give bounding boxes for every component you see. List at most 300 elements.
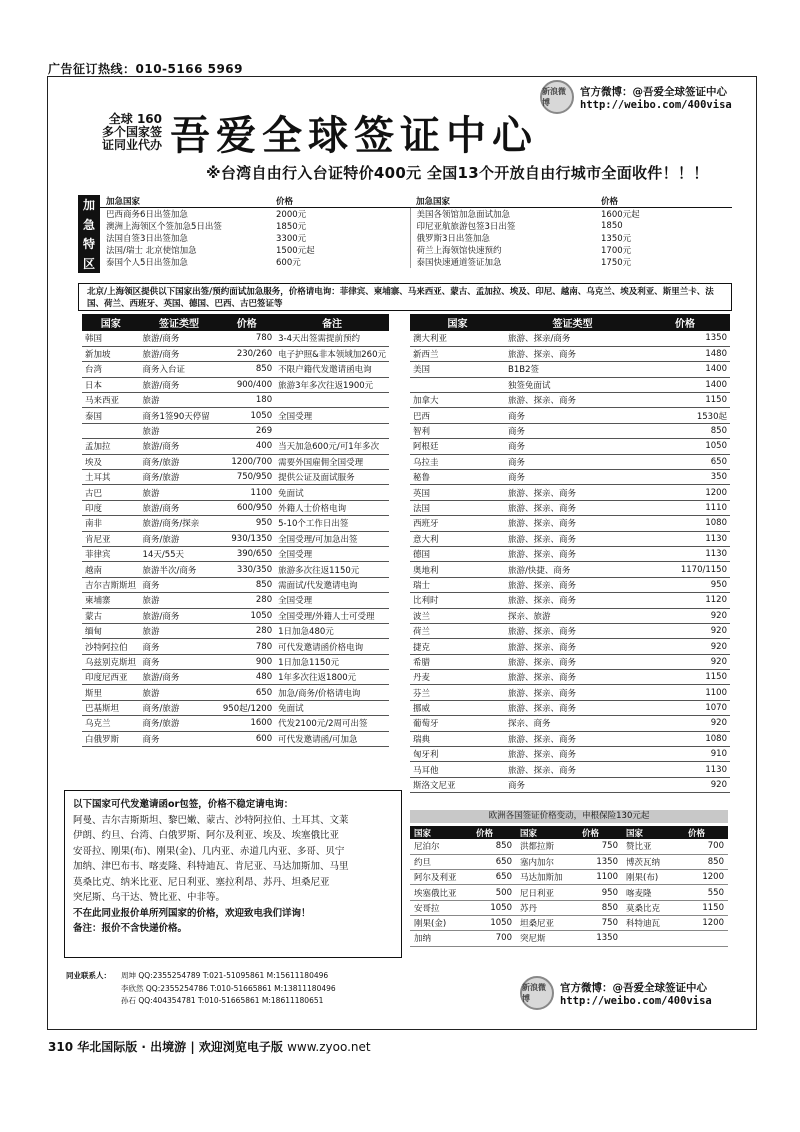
table-cell: 1200/700 [218,454,275,469]
table-cell: 越南 [82,562,140,577]
table-row [100,232,732,244]
table-cell: 旅游/商务 [140,608,219,623]
column-header: 加急国家 [100,195,270,208]
table-row [410,331,730,346]
column-header: 价格 [218,314,275,331]
table-cell: 230/260 [218,346,275,361]
table-cell: 920 [640,777,730,792]
table-cell: 埃及 [82,454,140,469]
table-cell: 秘鲁 [410,470,505,485]
table-row [410,470,730,485]
invitation-line: 突尼斯、乌干达、赞比亚、中非等。 [73,892,226,903]
invitation-box [64,790,402,958]
table-cell: 390/650 [218,546,275,561]
table-row [82,331,389,346]
table-cell [275,393,389,408]
table-cell: 269 [218,423,275,438]
table-cell: 乌兹别克斯坦 [82,654,140,669]
table-cell: 泰国快速通道签证加急 [410,256,595,268]
table-row [100,220,732,232]
column-header: 签证类型 [505,314,640,331]
table-row [410,485,730,500]
table-cell: 旅游、探亲、商务 [505,670,640,685]
table-cell: 1100 [578,870,622,885]
table-cell: 洪都拉斯 [516,839,578,854]
table-row [82,546,389,561]
table-row [410,423,730,438]
table-cell: 550 [684,885,728,900]
table-cell: 180 [218,393,275,408]
column-header: 价格 [684,826,728,839]
table-cell: 旅游、探亲、商务 [505,516,640,531]
table-cell: 提供公证及面试服务 [275,470,389,485]
table-cell: 1130 [640,762,730,777]
table-cell: 旅游多次往返1150元 [275,562,389,577]
table-cell: 350 [640,470,730,485]
table-cell: 旅游/商务 [140,439,219,454]
urgent-side-label [78,195,100,273]
table-cell: 新加坡 [82,346,140,361]
table-row [82,670,389,685]
asia-visa-table [82,314,389,747]
table-cell: 尼日利亚 [516,885,578,900]
table-cell: 马达加斯加 [516,870,578,885]
table-cell: 950 [578,885,622,900]
invitation-heading: 以下国家可代发邀请函or包签，价格不稳定请电询： [73,799,294,810]
tagline-line: 多个国家签 [101,125,162,139]
table-cell: 旅游3年多次往返1900元 [275,377,389,392]
table-cell: 商务 [505,439,640,454]
column-header: 国家 [516,826,578,839]
table-row [410,870,728,885]
table-cell: 14天/55天 [140,546,219,561]
table-cell: 智利 [410,423,505,438]
table-cell: 泰国 [82,408,140,423]
table-row [100,208,732,221]
table-cell: 1500元起 [276,246,315,256]
table-cell: 瑞士 [410,577,505,592]
invitation-line: 加纳、津巴布韦、喀麦隆、科特迪瓦、肯尼亚、马达加斯加、马里 [73,861,349,872]
table-row [410,362,730,377]
column-header: 价格 [640,314,730,331]
table-cell: 650 [640,454,730,469]
table-cell: 旅游/商务 [140,331,219,346]
table-cell [410,377,505,392]
table-row [410,670,730,685]
table-cell: 1150 [640,393,730,408]
table-row [82,639,389,654]
table-row [82,731,389,746]
weibo-badge-top [540,80,732,114]
table-row [82,423,389,438]
tagline-line: 全球 160 [108,112,162,126]
table-cell: 商务 [505,423,640,438]
table-row [410,900,728,915]
table-row [410,747,730,762]
table-cell: 阿根廷 [410,439,505,454]
table-cell: 280 [218,593,275,608]
table-row [410,854,728,869]
table-cell: 920 [640,716,730,731]
table-row [82,408,389,423]
table-cell: 700 [684,839,728,854]
table-cell: 商务/旅游 [140,700,219,715]
table-row [410,562,730,577]
table-cell: 1170/1150 [640,562,730,577]
table-cell: 1100 [218,485,275,500]
table-cell: 2000元 [276,210,307,220]
table-cell: 1480 [640,346,730,361]
table-cell: 电子护照&非本领域加260元 [275,346,389,361]
table-cell: 旅游、探亲、商务 [505,500,640,515]
table-row [82,500,389,515]
weibo-handle: @吾爱全球签证中心 [612,981,707,994]
table-row [410,685,730,700]
table-cell: 5-10个工作日出签 [275,516,389,531]
table-row [410,731,730,746]
table-cell: 科特迪瓦 [622,915,684,930]
table-cell: 920 [640,608,730,623]
table-cell: 西班牙 [410,516,505,531]
table-cell: 斯里 [82,685,140,700]
table-cell: 1080 [640,516,730,531]
table-cell [275,423,389,438]
table-cell: 印度 [82,500,140,515]
table-row [410,439,730,454]
table-cell: 法国自签3日出签加急 [106,234,188,244]
table-cell: 旅游、探亲、商务 [505,546,640,561]
invitation-note: 不在此同业报价单所列国家的价格，欢迎致电我们详询！ [73,907,311,919]
table-cell: 1130 [640,546,730,561]
table-row [410,885,728,900]
table-cell: 新西兰 [410,346,505,361]
table-cell: 商务/旅游 [140,531,219,546]
invitation-line: 伊朗、约旦、台湾、白俄罗斯、阿尔及利亚、埃及、埃塞俄比亚 [73,830,340,841]
table-cell: 650 [472,870,516,885]
table-cell: 商务 [505,454,640,469]
table-cell: 1050 [472,900,516,915]
table-cell: 850 [578,900,622,915]
table-cell: 肯尼亚 [82,531,140,546]
table-cell: 法国 [410,500,505,515]
table-cell: 1130 [640,531,730,546]
table-row [82,362,389,377]
table-cell: 1750元 [601,258,632,268]
table-cell: 1070 [640,700,730,715]
table-cell: 700 [472,931,516,946]
table-cell: 1110 [640,500,730,515]
table-cell: 商务/旅游 [140,470,219,485]
column-header: 国家 [622,826,684,839]
table-cell: 旅游、探亲、商务 [505,700,640,715]
table-cell: 旅游/商务 [140,377,219,392]
table-cell: 850 [640,423,730,438]
table-cell: 旅游、探亲、商务 [505,593,640,608]
table-cell: 全国受理/外籍人士可受理 [275,608,389,623]
table-row [410,516,730,531]
table-cell: 澳洲上海领区个签加急5日出签 [106,222,222,232]
table-cell: 旅游 [140,623,219,638]
table-cell: 旅游/商务 [140,670,219,685]
table-row [410,454,730,469]
table-cell: 需要外国雇佣全国受理 [275,454,389,469]
table-cell: B1B2签 [505,362,640,377]
column-header: 国家 [410,314,505,331]
table-row [410,716,730,731]
column-header: 价格 [270,195,410,208]
column-header: 签证类型 [140,314,219,331]
table-cell: 法国/瑞士 北京使馆加急 [106,246,197,256]
invitation-line: 阿曼、吉尔吉斯斯坦、黎巴嫩、蒙古、沙特阿拉伯、土耳其、文莱 [73,814,349,826]
table-row [410,608,730,623]
table-cell: 丹麦 [410,670,505,685]
table-cell: 德国 [410,546,505,561]
table-cell: 商务 [140,577,219,592]
table-cell: 旅游、探亲、商务 [505,654,640,669]
table-row [100,256,732,268]
weibo-url[interactable]: http://weibo.com/400visa [560,994,712,1007]
table-cell: 旅游/商务/探亲 [140,516,219,531]
table-cell: 旅游、探亲、商务 [505,623,640,638]
urgent-table [100,195,732,268]
table-row [82,593,389,608]
contact-line: 周坤 QQ:2355254789 T:021-51095861 M:15611180496 [121,971,329,980]
table-cell: 蒙古 [82,608,140,623]
table-cell: 850 [218,362,275,377]
table-cell: 920 [640,623,730,638]
table-row [82,516,389,531]
table-cell: 商务 [505,470,640,485]
table-cell: 刚果(布) [622,870,684,885]
table-cell: 旅游、探亲、商务 [505,762,640,777]
table-row [410,408,730,423]
table-cell: 奥地利 [410,562,505,577]
table-cell [82,423,140,438]
table-cell: 旅游、探亲、商务 [505,531,640,546]
side-char: 特 [82,237,95,252]
table-row [82,439,389,454]
table-cell: 1050 [218,408,275,423]
footer-url[interactable]: www.zyoo.net [287,1040,371,1054]
footer-text: 310 华北国际版 · 出境游 | 欢迎浏览电子版 [48,1040,283,1054]
table-row [82,470,389,485]
header-row [410,314,730,331]
table-row [82,346,389,361]
table-cell: 950 [218,516,275,531]
table-cell: 突尼斯 [516,931,578,946]
table-cell: 1050 [218,608,275,623]
table-cell: 1200 [684,915,728,930]
service-notice: 北京/上海领区提供以下国家出签/预约面试加急服务，价格请电询：菲律宾、柬埔寨、马来西亚、蒙古、孟加拉、埃及、印尼、越南、乌克兰、埃及利亚、斯里兰卡、法国、荷兰、西班牙、英国、德国、巴西、古巴签证等 [78,283,732,311]
table-row [410,346,730,361]
table-cell: 910 [640,747,730,762]
table-row [82,623,389,638]
contacts-label: 同业联系人： [66,971,111,980]
table-cell: 1850元 [276,222,307,232]
table-cell: 吉尔吉斯斯坦 [82,577,140,592]
table-cell: 代发2100元/2周可出签 [275,716,389,731]
table-cell: 旅游 [140,393,219,408]
table-cell: 旅游、探亲、商务 [505,747,640,762]
table-cell: 埃塞俄比亚 [410,885,472,900]
table-row [410,500,730,515]
table-cell: 3300元 [276,234,307,244]
table-cell: 意大利 [410,531,505,546]
table-cell: 600 [218,731,275,746]
table-cell: 捷克 [410,639,505,654]
table-cell: 1050 [472,915,516,930]
table-cell: 荷兰 [410,623,505,638]
table-row [100,244,732,256]
table-cell: 博茨瓦纳 [622,854,684,869]
table-cell: 加纳 [410,931,472,946]
table-cell: 280 [218,623,275,638]
table-row [410,931,728,946]
tagline-line: 证同业代办 [101,138,162,152]
table-cell: 莫桑比克 [622,900,684,915]
invitation-remark: 备注：报价不含快递价格。 [73,923,188,934]
table-cell: 泰国个人5日出签加急 [106,258,188,268]
table-cell: 商务 [140,731,219,746]
table-cell: 沙特阿拉伯 [82,639,140,654]
table-cell: 900 [218,654,275,669]
header-row [410,826,728,839]
table-cell: 探亲、商务 [505,716,640,731]
table-cell: 1050 [640,439,730,454]
table-cell: 3-4天出签需提前预约 [275,331,389,346]
table-cell: 旅游/快捷、商务 [505,562,640,577]
table-cell: 美国各领馆加急面试加急 [410,208,595,221]
table-row [82,654,389,669]
table-cell: 920 [640,639,730,654]
table-cell: 免面试 [275,700,389,715]
table-cell: 1日加急1150元 [275,654,389,669]
table-cell: 全国受理 [275,408,389,423]
table-cell: 印尼亚航旅游包签3日出签 [410,220,595,232]
table-cell: 孟加拉 [82,439,140,454]
table-row [82,562,389,577]
table-cell: 旅游 [140,423,219,438]
table-cell: 商务入台证 [140,362,219,377]
table-cell: 加急/商务/价格请电询 [275,685,389,700]
table-cell: 台湾 [82,362,140,377]
table-cell: 加拿大 [410,393,505,408]
table-row [82,454,389,469]
table-cell: 1850 [601,221,623,231]
table-cell: 免面试 [275,485,389,500]
table-cell: 独签免面试 [505,377,640,392]
table-cell: 旅游 [140,685,219,700]
page-footer [48,1038,371,1055]
table-row [82,485,389,500]
table-cell: 菲律宾 [82,546,140,561]
table-cell: 1年多次往返1800元 [275,670,389,685]
table-cell: 荷兰上海领馆快速预约 [410,244,595,256]
table-row [410,623,730,638]
table-cell: 1400 [640,377,730,392]
table-cell: 1350 [578,931,622,946]
weibo-label: 官方微博： [560,981,613,994]
table-cell: 1120 [640,593,730,608]
table-row [410,577,730,592]
table-row [410,762,730,777]
western-visa-table [410,314,730,793]
weibo-logo-icon: 新浪微博 [520,976,554,1010]
column-header: 价格 [595,195,732,208]
table-row [410,531,730,546]
table-cell: 乌克兰 [82,716,140,731]
column-header: 价格 [472,826,516,839]
table-cell: 韩国 [82,331,140,346]
invitation-line: 安哥拉、刚果(布)、刚果(金)、几内亚、赤道几内亚、多哥、贝宁 [73,845,345,857]
table-cell: 330/350 [218,562,275,577]
table-cell: 500 [472,885,516,900]
table-cell: 850 [218,577,275,592]
table-cell: 安哥拉 [410,900,472,915]
table-cell: 希腊 [410,654,505,669]
weibo-badge-bottom [520,976,712,1010]
table-cell: 600元 [276,258,301,268]
table-cell: 葡萄牙 [410,716,505,731]
table-cell: 比利时 [410,593,505,608]
table-cell: 当天加急600元/可1年多次 [275,439,389,454]
table-cell: 探亲、旅游 [505,608,640,623]
table-cell: 旅游、探亲、商务 [505,731,640,746]
table-cell: 土耳其 [82,470,140,485]
table-cell: 乌拉圭 [410,454,505,469]
table-cell: 英国 [410,485,505,500]
table-cell: 印度尼西亚 [82,670,140,685]
table-cell: 旅游/商务 [140,346,219,361]
column-header: 价格 [578,826,622,839]
table-cell: 瑞典 [410,731,505,746]
table-cell: 1350 [578,854,622,869]
table-cell: 1600 [218,716,275,731]
table-cell: 商务 [505,777,640,792]
table-cell: 750 [578,915,622,930]
table-cell: 商务 [140,654,219,669]
table-row [82,377,389,392]
table-cell: 旅游半次/商务 [140,562,219,577]
weibo-url[interactable]: http://weibo.com/400visa [580,98,732,111]
table-cell: 马耳他 [410,762,505,777]
table-cell: 旅游、探亲、商务 [505,393,640,408]
table-cell: 挪威 [410,700,505,715]
column-header: 备注 [275,314,389,331]
table-row [410,777,730,792]
table-cell: 1150 [640,670,730,685]
table-row [410,639,730,654]
table-cell: 缅甸 [82,623,140,638]
table-row [410,593,730,608]
table-cell: 阿尔及利亚 [410,870,472,885]
side-char: 区 [82,256,95,271]
table-row [82,577,389,592]
table-cell: 商务1签90天停留 [140,408,219,423]
table-cell: 全国受理 [275,593,389,608]
table-row [410,654,730,669]
table-row [410,915,728,930]
table-cell: 400 [218,439,275,454]
table-cell: 900/400 [218,377,275,392]
promo-banner: ※台湾自由行入台证特价400元 全国13个开放自由行城市全面收件！！！ [206,164,709,182]
table-row [82,393,389,408]
table-cell: 外籍人士价格电询 [275,500,389,515]
table-row [410,839,728,854]
table-cell: 巴西商务6日出签加急 [106,210,188,220]
table-row [410,393,730,408]
table-cell: 全国受理 [275,546,389,561]
